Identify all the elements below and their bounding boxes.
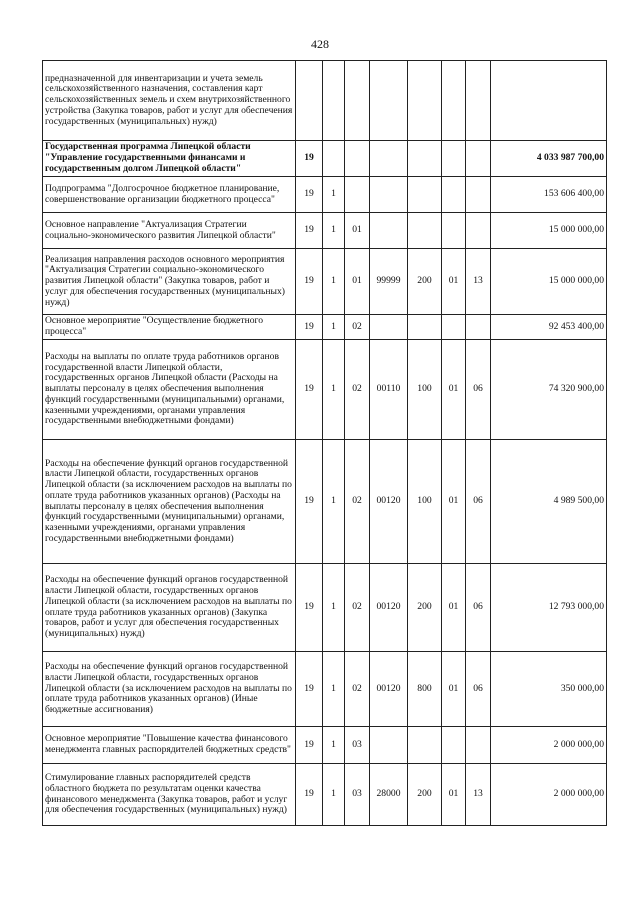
subprogram-code: 1 xyxy=(323,249,345,315)
section-code: 01 xyxy=(442,340,466,440)
measure-code: 02 xyxy=(345,315,370,340)
table-row xyxy=(43,61,607,141)
section-code xyxy=(442,315,466,340)
amount xyxy=(491,61,607,141)
program-code: 19 xyxy=(296,764,323,826)
measure-code: 02 xyxy=(345,440,370,564)
amount: 2 000 000,00 xyxy=(491,764,607,826)
table-row xyxy=(43,177,607,213)
row-name: Расходы на обеспечение функций органов государственной власти Липецкой области, государственных органов Липецкой области (за исключением расходов на выплаты по оплате труда работников указанных органов) (Закупка товаров, работ и услуг для обеспечения государственных (муниципальных) нужд) xyxy=(43,564,296,652)
subsection-code: 06 xyxy=(466,440,491,564)
table-row xyxy=(43,213,607,249)
expense-type-code xyxy=(408,141,442,177)
expense-type-code: 200 xyxy=(408,249,442,315)
row-name: Расходы на обеспечение функций органов государственной власти Липецкой области, государственных органов Липецкой области (за исключением расходов на выплаты по оплате труда работников указанных органов) (Иные бюджетные ассигнования) xyxy=(43,652,296,727)
expense-type-code: 100 xyxy=(408,340,442,440)
subprogram-code: 1 xyxy=(323,315,345,340)
table-row xyxy=(43,315,607,340)
row-name: Расходы на обеспечение функций органов государственной власти Липецкой области, государственных органов Липецкой области (за исключением расходов на выплаты по оплате труда работников указанных органов) (Расходы на выплаты персоналу в целях обеспечения выполнения функций государственными (муниципальными) органами, казенными учреждениями, органами управления государственными внебюджетными фондами) xyxy=(43,440,296,564)
subprogram-code: 1 xyxy=(323,652,345,727)
table-row xyxy=(43,764,607,826)
program-code: 19 xyxy=(296,177,323,213)
program-code: 19 xyxy=(296,652,323,727)
expense-type-code xyxy=(408,727,442,764)
measure-code: 03 xyxy=(345,727,370,764)
expense-type-code xyxy=(408,213,442,249)
program-code: 19 xyxy=(296,315,323,340)
program-code: 19 xyxy=(296,213,323,249)
subsection-code xyxy=(466,213,491,249)
expense-type-code: 200 xyxy=(408,764,442,826)
subsection-code: 13 xyxy=(466,764,491,826)
measure-code: 03 xyxy=(345,764,370,826)
amount: 74 320 900,00 xyxy=(491,340,607,440)
program-code xyxy=(296,61,323,141)
direction-code xyxy=(370,213,408,249)
subsection-code: 06 xyxy=(466,340,491,440)
row-name: Стимулирование главных распорядителей средств областного бюджета по результатам оценки качества финансового менеджмента (Закупка товаров, работ и услуг для обеспечения государственных (муниципальных) нужд) xyxy=(43,764,296,826)
subprogram-code: 1 xyxy=(323,213,345,249)
amount: 2 000 000,00 xyxy=(491,727,607,764)
amount: 4 989 500,00 xyxy=(491,440,607,564)
direction-code: 00120 xyxy=(370,564,408,652)
subprogram-code xyxy=(323,61,345,141)
subsection-code xyxy=(466,727,491,764)
table-row xyxy=(43,440,607,564)
expense-type-code: 100 xyxy=(408,440,442,564)
row-name: Реализация направления расходов основного мероприятия "Актуализация Стратегии социально-экономического развития Липецкой области" (Закупка товаров, работ и услуг для обеспечения государственных (муниципальных) нужд) xyxy=(43,249,296,315)
page-number: 428 xyxy=(311,37,329,51)
measure-code xyxy=(345,177,370,213)
section-code: 01 xyxy=(442,564,466,652)
direction-code xyxy=(370,727,408,764)
program-code: 19 xyxy=(296,727,323,764)
program-code: 19 xyxy=(296,141,323,177)
direction-code: 99999 xyxy=(370,249,408,315)
subsection-code: 13 xyxy=(466,249,491,315)
direction-code xyxy=(370,61,408,141)
measure-code xyxy=(345,61,370,141)
section-code: 01 xyxy=(442,652,466,727)
expense-type-code: 200 xyxy=(408,564,442,652)
amount: 92 453 400,00 xyxy=(491,315,607,340)
expense-type-code: 800 xyxy=(408,652,442,727)
table-body xyxy=(43,61,607,826)
subsection-code xyxy=(466,141,491,177)
section-code: 01 xyxy=(442,440,466,564)
table-row xyxy=(43,564,607,652)
measure-code: 02 xyxy=(345,652,370,727)
expense-type-code xyxy=(408,315,442,340)
section-code xyxy=(442,727,466,764)
subprogram-code: 1 xyxy=(323,727,345,764)
expense-type-code xyxy=(408,177,442,213)
table-row xyxy=(43,141,607,177)
subprogram-code: 1 xyxy=(323,440,345,564)
table-row xyxy=(43,652,607,727)
table-row xyxy=(43,249,607,315)
subsection-code xyxy=(466,315,491,340)
direction-code xyxy=(370,141,408,177)
measure-code xyxy=(345,141,370,177)
row-name: Основное направление "Актуализация Стратегии социально-экономического развития Липецкой области" xyxy=(43,213,296,249)
program-code: 19 xyxy=(296,340,323,440)
subprogram-code: 1 xyxy=(323,340,345,440)
expense-type-code xyxy=(408,61,442,141)
subsection-code xyxy=(466,177,491,213)
section-code xyxy=(442,213,466,249)
amount: 350 000,00 xyxy=(491,652,607,727)
row-name: Подпрограмма "Долгосрочное бюджетное планирование, совершенствование организации бюджетного процесса" xyxy=(43,177,296,213)
measure-code: 02 xyxy=(345,340,370,440)
amount: 15 000 000,00 xyxy=(491,249,607,315)
amount: 12 793 000,00 xyxy=(491,564,607,652)
subprogram-code: 1 xyxy=(323,177,345,213)
section-code xyxy=(442,141,466,177)
section-code: 01 xyxy=(442,249,466,315)
row-name: Основное мероприятие "Повышение качества финансового менеджмента главных распорядителей бюджетных средств" xyxy=(43,727,296,764)
direction-code: 00120 xyxy=(370,440,408,564)
section-code: 01 xyxy=(442,764,466,826)
measure-code: 01 xyxy=(345,249,370,315)
subsection-code xyxy=(466,61,491,141)
subsection-code: 06 xyxy=(466,564,491,652)
direction-code xyxy=(370,315,408,340)
table-row xyxy=(43,727,607,764)
subsection-code: 06 xyxy=(466,652,491,727)
program-code: 19 xyxy=(296,564,323,652)
subprogram-code: 1 xyxy=(323,564,345,652)
subprogram-code: 1 xyxy=(323,764,345,826)
direction-code: 00120 xyxy=(370,652,408,727)
direction-code: 00110 xyxy=(370,340,408,440)
amount: 4 033 987 700,00 xyxy=(491,141,607,177)
direction-code: 28000 xyxy=(370,764,408,826)
amount: 153 606 400,00 xyxy=(491,177,607,213)
budget-table xyxy=(42,60,607,826)
measure-code: 02 xyxy=(345,564,370,652)
section-code xyxy=(442,61,466,141)
table-row xyxy=(43,340,607,440)
row-name: Государственная программа Липецкой области "Управление государственными финансами и государственным долгом Липецкой области" xyxy=(43,141,296,177)
subprogram-code xyxy=(323,141,345,177)
amount: 15 000 000,00 xyxy=(491,213,607,249)
measure-code: 01 xyxy=(345,213,370,249)
row-name: Расходы на выплаты по оплате труда работников органов государственной власти Липецкой области, государственных органов Липецкой области (Расходы на выплаты персоналу в целях обеспечения выполнения функций государственными (муниципальными) органами, казенными учреждениями, органами управления государственными внебюджетными фондами) xyxy=(43,340,296,440)
row-name: Основное мероприятие "Осуществление бюджетного процесса" xyxy=(43,315,296,340)
program-code: 19 xyxy=(296,249,323,315)
section-code xyxy=(442,177,466,213)
row-name: предназначенной для инвентаризации и учета земель сельскохозяйственного назначения, составления карт сельскохозяйственных земель и схем внутрихозяйственного устройства (Закупка товаров, работ и услуг для обеспечения государственных (муниципальных) нужд) xyxy=(43,61,296,141)
direction-code xyxy=(370,177,408,213)
program-code: 19 xyxy=(296,440,323,564)
